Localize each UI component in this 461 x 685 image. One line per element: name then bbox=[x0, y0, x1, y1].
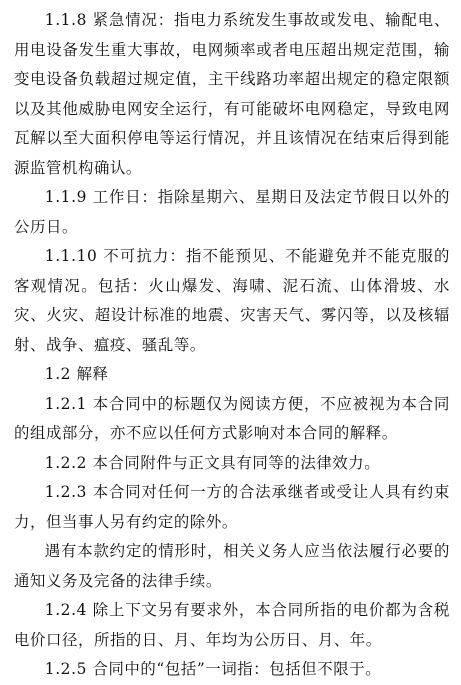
document-page bbox=[14, 6, 450, 685]
clause-1-1-8-emergency: 1.1.8 紧急情况：指电力系统发生事故或发电、输配电、用电设备发生重大事故，电网频率或者电压超出规定范围，输变电设备负载超过规定值，主干线路功率超出规定的稳定限额以及其他威胁电网安全运行，有可能破坏电网稳定，导致电网瓦解以至大面积停电等运行情况，并且该情况在结束后得到能源监管机构确认。 bbox=[14, 11, 450, 177]
clause-1-2-2-annexes: 1.2.2 本合同附件与正文具有同等的法律效力。 bbox=[44, 453, 381, 472]
clause-1-2-4-price-basis: 1.2.4 除上下文另有要求外，本合同所指的电价都为含税电价口径，所指的日、月、年均为公历日、月、年。 bbox=[14, 601, 450, 649]
clause-1-1-10-force-majeure: 1.1.10 不可抗力：指不能预见、不能避免并不能克服的客观情况。包括：火山爆发、海啸、泥石流、山体滑坡、水灾、火灾、超设计标准的地震、灾害天气、雾闪等，以及核辐射、战争、瘟疫、骚乱等。 bbox=[14, 247, 450, 354]
clause-1-2-3-notice: 遇有本款约定的情形时，相关义务人应当依法履行必要的通知义务及完备的法律手续。 bbox=[14, 542, 450, 590]
clause-1-1-9-working-day: 1.1.9 工作日：指除星期六、星期日及法定节假日以外的公历日。 bbox=[14, 188, 450, 236]
clause-1-2-5-including: 1.2.5 合同中的“包括”一词指：包括但不限于。 bbox=[44, 660, 382, 678]
clause-1-2-1-titles: 1.2.1 本合同中的标题仅为阅读方便，不应被视为本合同的组成部分，亦不应以任何方式影响对本合同的解释。 bbox=[14, 394, 450, 442]
clause-1-2-3-successors: 1.2.3 本合同对任何一方的合法承继者或受让人具有约束力，但当事人另有约定的除外。 bbox=[14, 483, 450, 531]
section-1-2-heading: 1.2 解释 bbox=[44, 365, 109, 383]
